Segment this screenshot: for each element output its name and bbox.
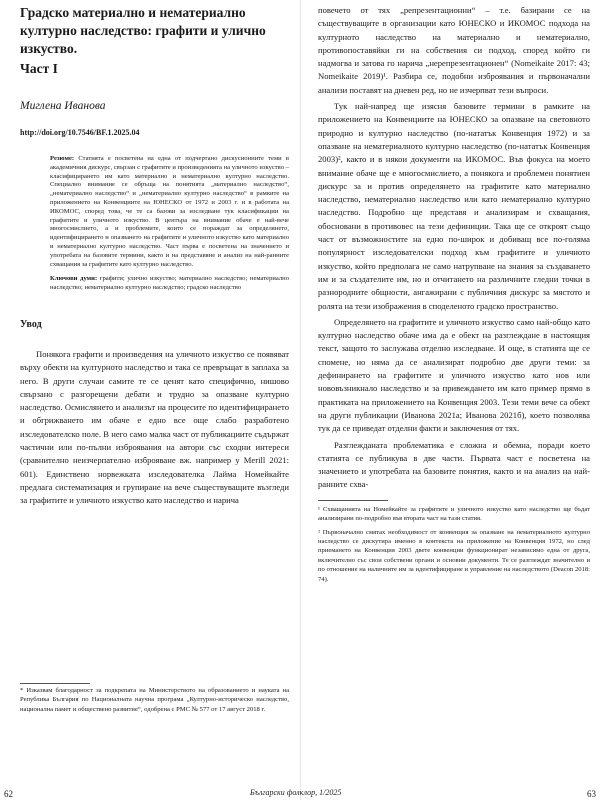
abstract-label: Резюме: <box>50 155 75 162</box>
author-name: Миглена Иванова <box>20 100 106 112</box>
journal-footer: Български фолклор, 1/2025 <box>250 788 342 797</box>
body-paragraph: Определянето на графитите и уличното изкуство само най-общо като културно наследство обаче има да е обект на разглеждане в настоящия текст, защото то заслужава отделно изследване. И още, в статията ще се спомене, но няма да се анализират подробно две други теми: за дефинирането на графитите и уличното изкуство като нов или нововъзникнало наследство и за привеждането им като пример прямо в практиката на приложението на Конвенция 2003. Тези теми вече са обект на други публикации (Иванова 2021а; Иванова 2021б), което позволява тук да се приведат отделни факти и заключения от тях. <box>318 316 590 434</box>
abstract-text: Статията е посветена на една от подчертано дискусионните теми в академичния дискурс, свързан с графитите и произведенията на уличното изкуство – класифицирането им като материално и нематериално културно наследство. Специално внимание се обръща на понятията „материално наследство“, „нематериално наследство“ и „нематериално културно наследство“ в рамките на приложението на Конвенциите на ЮНЕСКО от 1972 и 2003 г. и в работата на ИКОМОС, според това, че те са базови за изследване тук класификации на графитите и уличното изкуство. В центъра на внимание обаче е най-вече многосмислието, а и проблемите, които се пораждат за определянето, идентифицирането и опазването на графитите и уличното изкуство като материално и нематериално културно наследство. Част първа е посветена на значението и употребата на базовите термини, както и на представяне и анализ на най-ранните схващания за графитите като културно наследство. <box>50 155 289 268</box>
abstract-paragraph <box>50 155 289 269</box>
page-number-right: 63 <box>587 789 596 799</box>
left-page <box>0 0 297 800</box>
body-paragraph: Понякога графити и произведения на уличното изкуство се появяват върху обекти на културното наследство и така се превръщат в заплаха за него. В други случаи самите те се ценят като специфично, нишово свързано с разгорещени дебати и трудно за опазване културно наследство. Осмислянето и анализът на процесите по идентифицирането и обгрижването им обаче е едно все още слабо разработено изследователско поле. В него само малка част от публикациите съдържат частични или по-пълни изброявания на автори със сходни интереси (сравнително неизчерпателно изброяване вж. например у Merill 2021: 601). Единствено норвежката изследователка Лайма Номейкайте предлага систематизация и групиране на вече съществуващите възгледи за графитите и уличното изкуство като наследство и нарича <box>20 348 289 506</box>
page-gutter <box>300 0 301 800</box>
footnote-acknowledgement: * Изказвам благодарност за подкрепата на Министерството на образованието и науката на Република България по Националната научна програма „Културно-историческо наследство, национална памет и обществено развитие“, одобрена с РМС № 577 от 17 август 2018 г. <box>20 687 289 713</box>
article-title: Градско материално и нематериално културно наследство: графити и улично изкуство. <box>20 5 266 56</box>
keywords-text: графити; улично изкуство; материално наследство; нематериално наследство; нематериално културно наследство; градско наследство <box>50 275 289 292</box>
abstract-block <box>50 155 289 293</box>
footnote-2: ² Първоначално смятах необходимост от конвенция за опазване на нематериалното културно наследство се дискутира именно в контекста на приложение на Конвенция 1972, но след приемането на Конвенция 2003 двете конвенции функционират независимо една от друга, включително със свои собствени органи и основни документи. Те се разглеждат значително и по отношение на наличните им за идентифициране и управление на наследството (Deacon 2018: 74). <box>318 528 590 583</box>
page-number-left: 62 <box>4 789 13 799</box>
body-paragraph: Разглежданата проблематика е сложна и обемна, поради което статията се публикува в две части. Първата част е посветена на значението и употребата на базовите понятия, както и на анализ на най-ранните схва- <box>318 439 590 490</box>
section-heading-intro: Увод <box>20 318 42 330</box>
keywords-paragraph <box>50 275 289 293</box>
article-part: Част I <box>20 61 58 76</box>
doi-link[interactable]: http://doi.org/10.7546/BF.1.2025.04 <box>20 128 140 137</box>
keywords-label: Ключови думи: <box>50 275 98 283</box>
footnote-1: ¹ Схващанията на Номейкайте за графитите и уличното изкуство като наследство ще бъдат анализирани по-подробно във втората част на тази статия. <box>318 505 590 523</box>
right-page <box>306 0 600 800</box>
footnote-rule <box>20 683 90 684</box>
body-paragraph: повечето от тях „репрезентационни“ – т.е. базирани се на съществуващите в организации като ЮНЕСКО и ИКОМОС подхода на културното наследство на материално и нематериално, противопоставяйки ги на собствения си подход, според който ги надмогва и затова го нарича „нерепрезентационен“ (Nomeikaite 2017: 43; Nomeikaite 2019)¹. Разбира се, подобни изброявания и първоначални анализи поставят на дневен ред, но не изчерпват тези въпроси. <box>318 5 590 95</box>
footnote-rule <box>318 500 388 501</box>
body-paragraph: Тук най-напред ще изясня базовите термини в рамките на приложението на Конвенциите на ЮНЕСКО за опазване на световното природно и културно наследство (по-нататък Конвенция 1972) и за опазване на нематериалното културно наследство (по-нататък Конвенция 2003)², както и в някои документи на ИКОМОС. Във фокуса на моето внимание обаче ще е многосмислието, а понякога и проблемен понятиен дискурс за и против определянето на графитите като материално наследство, нематериално наследство или като нематериално културно наследство. Подробно ще представя и анализирам и схващания, обосновани в противовес на тези дефиниции. Така ще се откроят също част от възможностите на едно по-широк и добиващ все по-голяма популярност изследователски подход към графитите и уличното изкуство, който предполага не само натрупване на знания за създаването им и за създателите им, но и отчитането на различните гледни точки в разнородните общности, ангажирани с публичния дискурс за мястото и ролята на тези изображения в споделеното градско пространство. <box>318 101 590 311</box>
